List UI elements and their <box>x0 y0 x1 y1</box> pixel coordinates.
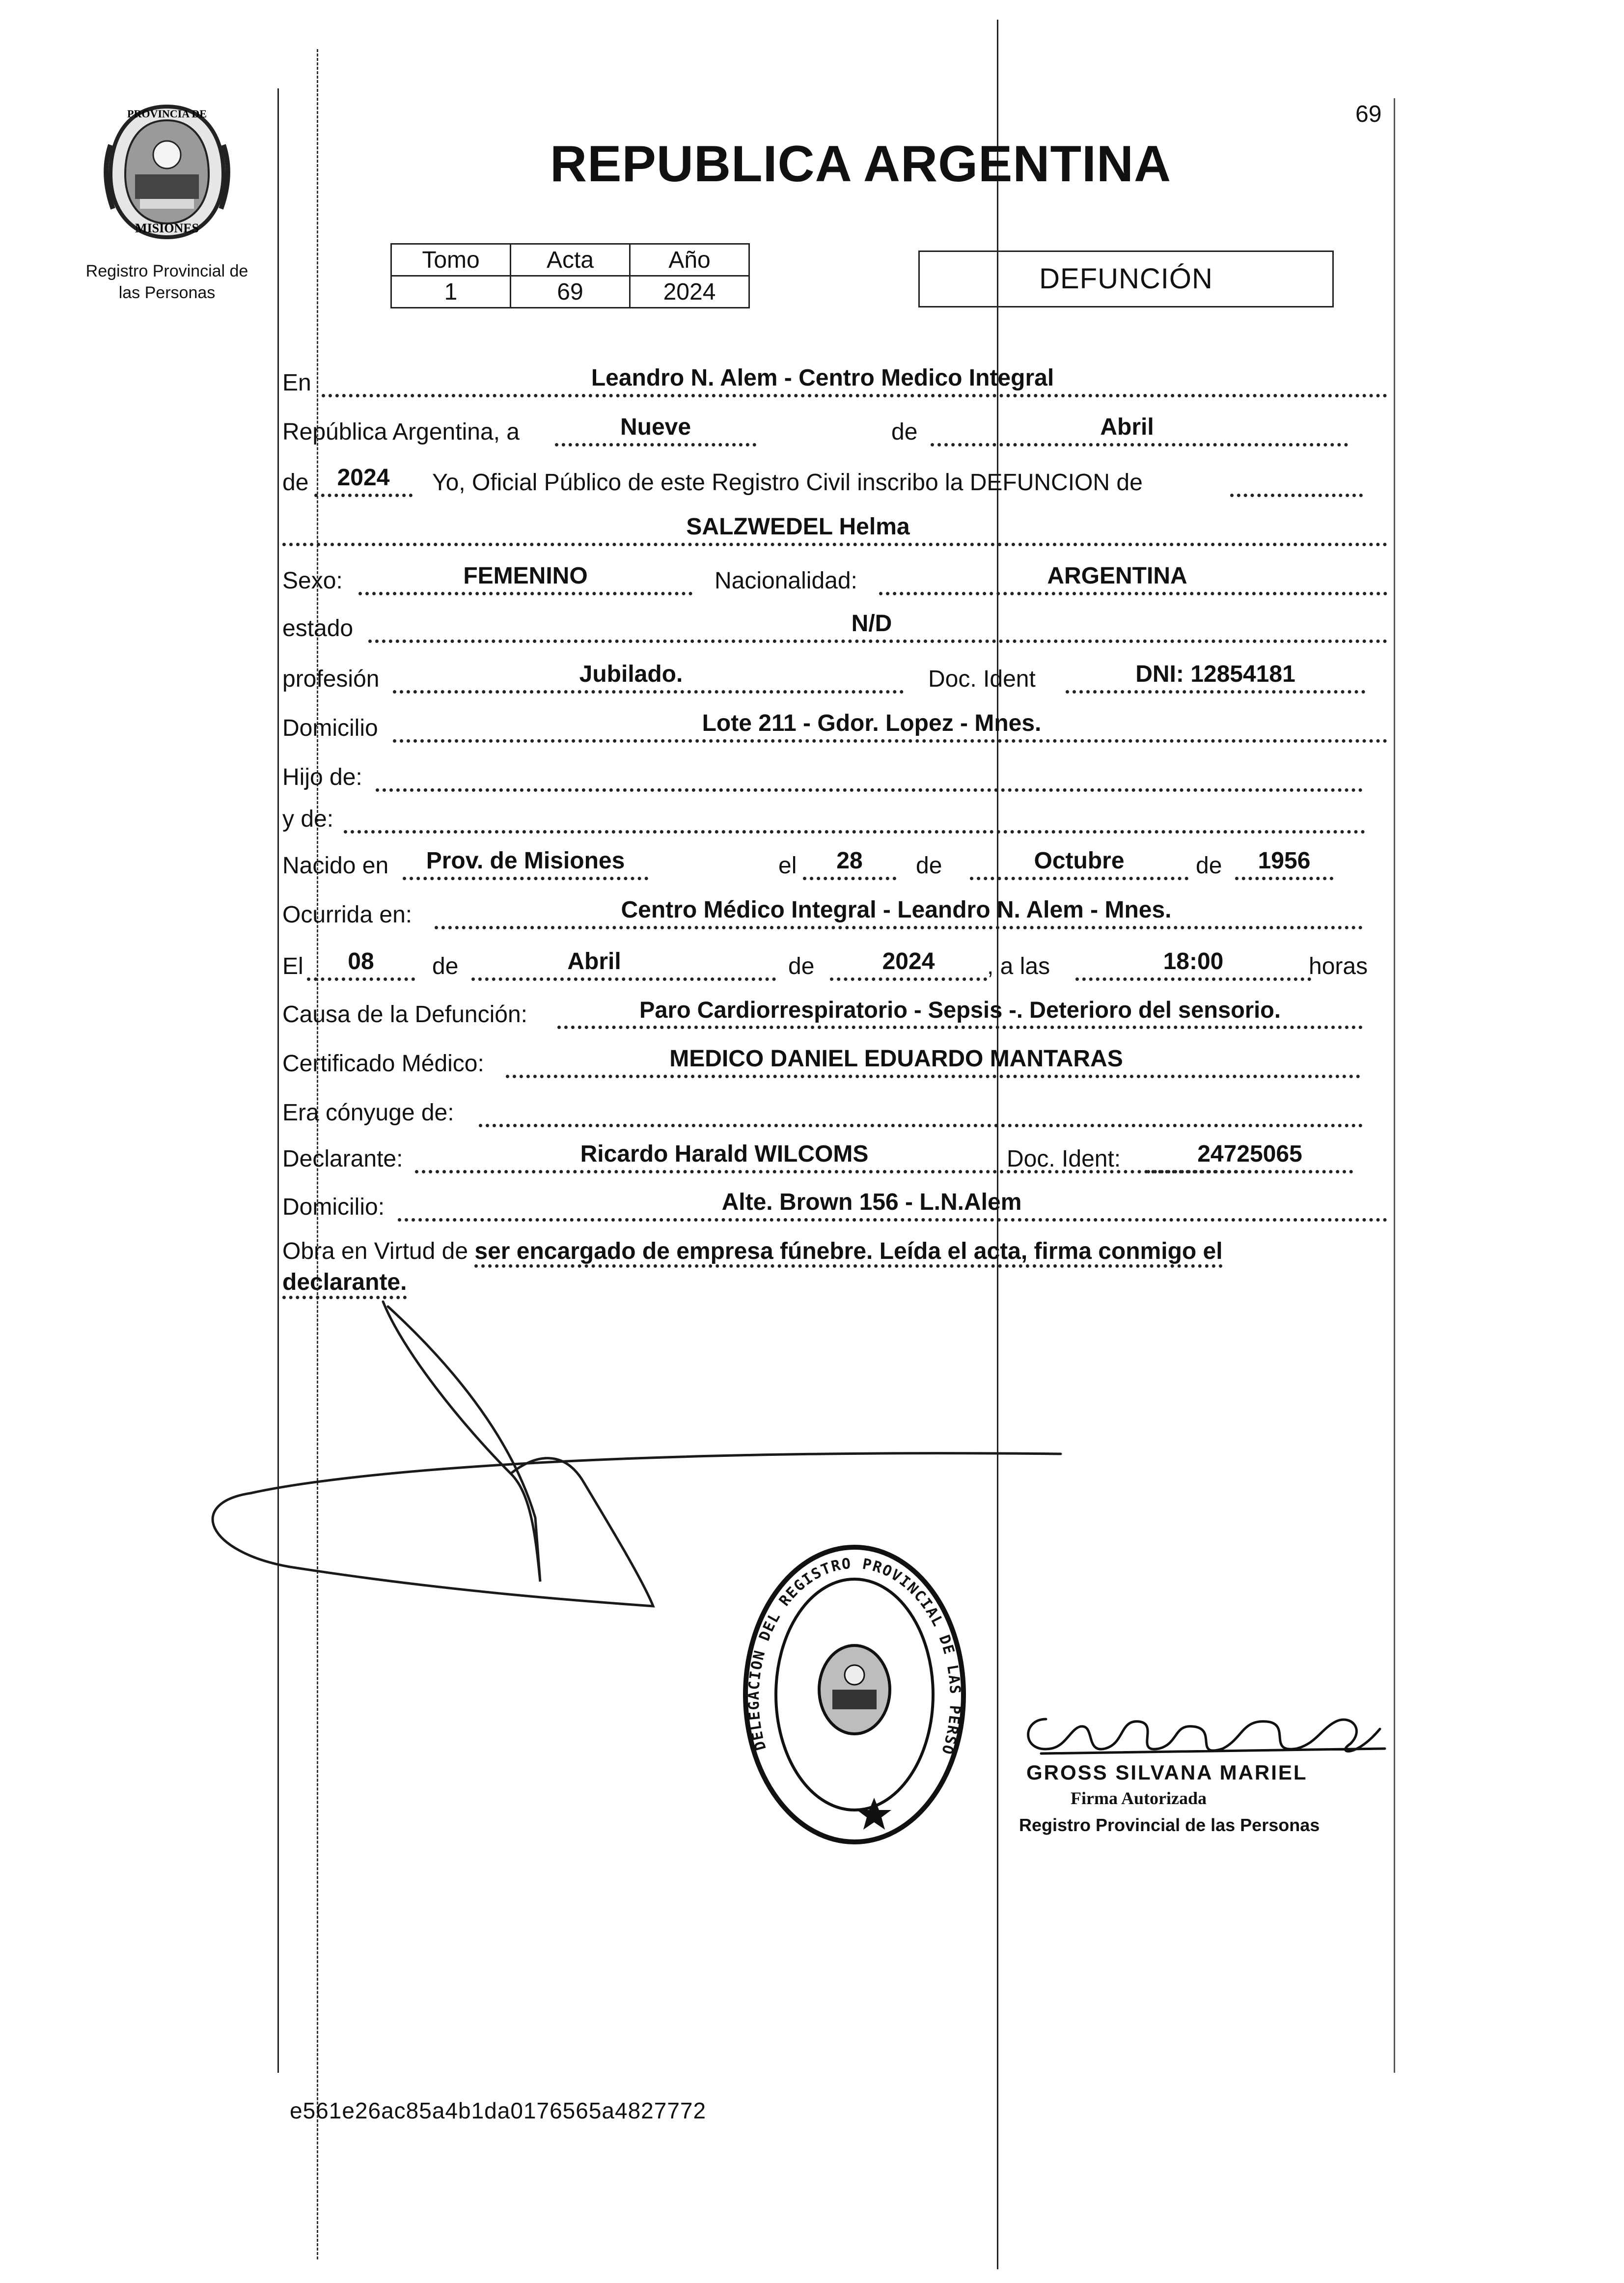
seal-text-top: PROVINCIA DE <box>127 108 207 120</box>
left-margin-line <box>277 88 279 2073</box>
index-header-acta: Acta <box>511 244 630 276</box>
estado-label: estado <box>282 615 354 641</box>
nac-anio-dots <box>1235 877 1333 880</box>
registry-caption-line1: Registro Provincial de <box>85 262 248 280</box>
yde-label: y de: <box>282 806 334 832</box>
nac-anio-value: 1956 <box>1258 848 1311 874</box>
year-dots <box>314 494 413 497</box>
hijo-label: Hijo de: <box>282 764 362 790</box>
row-sexo <box>282 563 1387 602</box>
decl-doc-dots <box>1147 1170 1353 1173</box>
sexo-dots <box>358 592 692 595</box>
profesion-label: profesión <box>282 666 380 692</box>
nac-de2-label: de <box>1196 853 1222 879</box>
nacionalidad-dots <box>879 592 1387 595</box>
nombre-value: SALZWEDEL Helma <box>686 514 910 540</box>
en-dots <box>322 394 1387 397</box>
index-value-acta: 69 <box>511 276 630 308</box>
dia-dots <box>555 443 756 446</box>
republica-label: República Argentina, a <box>282 419 520 445</box>
de-year-label: de <box>282 470 309 496</box>
obra-label: Obra en Virtud de <box>282 1238 468 1264</box>
page-number: 69 <box>1355 101 1382 127</box>
conyuge-dots <box>479 1124 1363 1127</box>
year-value: 2024 <box>337 465 390 491</box>
decl-dom-value: Alte. Brown 156 - L.N.Alem <box>721 1189 1022 1215</box>
el2-label: El <box>282 953 303 979</box>
def-hora-dots <box>1075 977 1311 981</box>
conyuge-label: Era cónyuge de: <box>282 1100 454 1126</box>
row-decl-domicilio <box>282 1189 1387 1228</box>
row-fecha-defuncion <box>282 948 1387 987</box>
row-year <box>282 465 1387 503</box>
row-en <box>282 365 1387 404</box>
row-profesion <box>282 661 1387 700</box>
estado-value: N/D <box>851 611 892 637</box>
row-yde <box>282 806 1387 840</box>
def-de2-label: de <box>788 953 815 979</box>
doc-ident-dots <box>1066 690 1365 694</box>
ocurrida-value: Centro Médico Integral - Leandro N. Alem - Mnes. <box>621 897 1172 923</box>
index-header-anio: Año <box>630 244 749 276</box>
def-anio-dots <box>830 977 987 981</box>
oficial-dots <box>1230 494 1363 497</box>
en-value: Leandro N. Alem - Centro Medico Integral <box>591 365 1054 391</box>
stamp-ring-text: DELEGACION DEL REGISTRO PROVINCIAL DE LAS PERSO <box>745 1555 964 1757</box>
row-nombre <box>282 514 1387 553</box>
nacido-lugar-dots <box>403 877 648 880</box>
document-hash: e561e26ac85a4b1da0176565a4827772 <box>290 2098 707 2123</box>
index-value-anio: 2024 <box>630 276 749 308</box>
document-title: REPUBLICA ARGENTINA <box>550 136 1172 193</box>
mes-value: Abril <box>1100 414 1154 440</box>
oficial-text: Yo, Oficial Público de este Registro Civil inscribo la DEFUNCION de <box>432 470 1143 496</box>
certificado-value: MEDICO DANIEL EDUARDO MANTARAS <box>669 1046 1123 1072</box>
domicilio-value: Lote 211 - Gdor. Lopez - Mnes. <box>702 710 1042 736</box>
nacido-label: Nacido en <box>282 853 389 879</box>
province-seal-logo <box>101 101 233 243</box>
obra-value-1: ser encargado de empresa fúnebre. Leída el acta, firma conmigo el <box>474 1238 1222 1268</box>
causa-label: Causa de la Defunción: <box>282 1002 527 1028</box>
def-hora-value: 18:00 <box>1163 948 1224 974</box>
nac-de1-label: de <box>916 853 942 879</box>
sexo-label: Sexo: <box>282 568 343 594</box>
record-index-table <box>390 243 750 308</box>
row-obra <box>282 1238 1387 1265</box>
index-header-tomo: Tomo <box>391 244 511 276</box>
decl-doc-value: 24725065 <box>1197 1141 1302 1167</box>
nac-mes-dots <box>970 877 1188 880</box>
registrar-signature <box>1012 1699 1404 1763</box>
nombre-dots <box>282 543 1387 546</box>
causa-value: Paro Cardiorrespiratorio - Sepsis -. Deterioro del sensorio. <box>639 997 1281 1023</box>
dia-value: Nueve <box>620 414 691 440</box>
nacionalidad-value: ARGENTINA <box>1047 563 1187 589</box>
de-label: de <box>891 419 918 445</box>
registry-caption-line2: las Personas <box>118 283 216 302</box>
def-mes-value: Abril <box>567 948 621 974</box>
profesion-dots <box>393 690 904 694</box>
registry-caption <box>69 260 265 304</box>
doc-ident-label: Doc. Ident <box>928 666 1036 692</box>
def-dia-value: 08 <box>348 948 374 974</box>
domicilio-dots <box>393 739 1387 743</box>
row-declarante <box>282 1141 1387 1180</box>
seal-text-bottom: MISIONES <box>135 221 199 235</box>
decl-dom-dots <box>398 1218 1387 1222</box>
declarante-label: Declarante: <box>282 1146 403 1172</box>
row-hijo <box>282 764 1387 798</box>
index-header-row <box>391 244 749 276</box>
row-ocurrida <box>282 897 1387 936</box>
signer-org: Registro Provincial de las Personas <box>1019 1815 1320 1835</box>
estado-dots <box>368 640 1387 643</box>
row-republica <box>282 414 1387 453</box>
mes-dots <box>931 443 1348 446</box>
center-fold-line <box>997 20 998 2269</box>
obra-value-2: declarante. <box>282 1269 407 1299</box>
sexo-value: FEMENINO <box>463 563 588 589</box>
row-certificado <box>282 1046 1387 1085</box>
causa-dots <box>557 1026 1363 1029</box>
doc-ident-value: DNI: 12854181 <box>1135 661 1295 687</box>
def-mes-dots <box>471 977 776 981</box>
nac-dia-dots <box>803 877 896 880</box>
domicilio-label: Domicilio <box>282 715 378 741</box>
profesion-value: Jubilado. <box>579 661 683 687</box>
nacido-lugar-value: Prov. de Misiones <box>426 848 625 874</box>
ocurrida-dots <box>435 926 1363 929</box>
ocurrida-label: Ocurrida en: <box>282 902 413 928</box>
row-nacido <box>282 848 1387 887</box>
index-value-tomo: 1 <box>391 276 511 308</box>
def-de1-label: de <box>432 953 459 979</box>
hijo-dots <box>376 788 1363 792</box>
declarante-value: Ricardo Harald WILCOMS <box>580 1141 869 1167</box>
nacionalidad-label: Nacionalidad: <box>715 568 857 594</box>
nac-dia-value: 28 <box>836 848 863 874</box>
document-type-box: DEFUNCIÓN <box>918 251 1334 307</box>
alas-label: , a las <box>987 953 1050 979</box>
decl-doc-label: Doc. Ident: <box>1007 1146 1121 1172</box>
signer-role: Firma Autorizada <box>1071 1788 1207 1808</box>
official-stamp <box>742 1542 967 1849</box>
row-causa <box>282 997 1387 1035</box>
en-label: En <box>282 370 311 396</box>
yde-dots <box>344 830 1365 834</box>
certificado-dots <box>506 1075 1360 1078</box>
signer-name: GROSS SILVANA MARIEL <box>1026 1761 1308 1784</box>
horas-label: horas <box>1309 953 1368 979</box>
el-label: el <box>778 853 797 879</box>
row-estado <box>282 611 1387 649</box>
def-anio-value: 2024 <box>882 948 935 974</box>
row-conyuge <box>282 1099 1387 1134</box>
nac-mes-value: Octubre <box>1034 848 1125 874</box>
decl-dom-label: Domicilio: <box>282 1194 385 1220</box>
certificado-label: Certificado Médico: <box>282 1051 484 1077</box>
row-domicilio <box>282 710 1387 749</box>
index-value-row <box>391 276 749 308</box>
def-dia-dots <box>307 977 415 981</box>
right-margin-line <box>1394 98 1395 2073</box>
